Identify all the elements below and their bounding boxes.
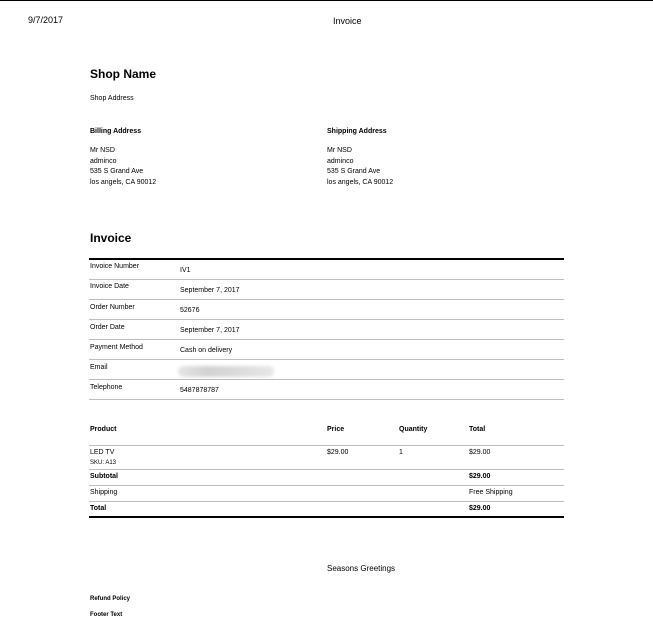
shipping-address-block bbox=[327, 146, 393, 188]
invoice-number-label: Invoice Number bbox=[90, 263, 140, 270]
subtotal-value: $29.00 bbox=[469, 473, 491, 480]
shipping-street: 535 S Grand Ave bbox=[327, 168, 381, 175]
billing-address-heading: Billing Address bbox=[90, 128, 142, 135]
shipping-label: Shipping bbox=[90, 489, 118, 496]
row-divider bbox=[89, 339, 564, 340]
invoice-date-value: September 7, 2017 bbox=[180, 287, 240, 294]
total-value: $29.00 bbox=[469, 505, 491, 512]
row-divider bbox=[89, 445, 564, 446]
price-column-header: Price bbox=[327, 426, 345, 433]
product-total: $29.00 bbox=[469, 449, 491, 456]
telephone-label: Telephone bbox=[90, 384, 123, 391]
invoice-table-top-rule bbox=[89, 258, 564, 260]
row-divider bbox=[89, 299, 564, 300]
total-label: Total bbox=[90, 505, 107, 512]
row-divider bbox=[89, 399, 564, 400]
product-quantity: 1 bbox=[399, 449, 403, 456]
seasons-greeting: Seasons Greetings bbox=[327, 564, 396, 573]
product-sku: SKU: A13 bbox=[90, 460, 117, 466]
product-column-header: Product bbox=[90, 426, 117, 433]
order-date-label: Order Date bbox=[90, 324, 125, 331]
payment-method-label: Payment Method bbox=[90, 344, 143, 351]
product-price: $29.00 bbox=[327, 449, 349, 456]
shop-name: Shop Name bbox=[90, 67, 157, 81]
row-divider bbox=[89, 485, 564, 486]
row-divider bbox=[89, 469, 564, 470]
billing-address-block bbox=[90, 146, 156, 188]
footer-text: Footer Text bbox=[90, 612, 123, 618]
refund-policy: Refund Policy bbox=[90, 596, 131, 602]
row-divider bbox=[89, 501, 564, 502]
quantity-column-header: Quantity bbox=[399, 426, 428, 433]
shipping-city: los angels, CA 90012 bbox=[327, 178, 394, 186]
telephone-value: 5487878787 bbox=[180, 387, 219, 394]
print-date: 9/7/2017 bbox=[28, 15, 64, 25]
invoice-date-label: Invoice Date bbox=[90, 283, 129, 290]
product-name: LED TV bbox=[90, 449, 115, 456]
shipping-address-heading: Shipping Address bbox=[327, 128, 387, 135]
invoice-heading: Invoice bbox=[90, 231, 132, 245]
billing-company: adminco bbox=[90, 157, 117, 165]
page-title: Invoice bbox=[333, 16, 362, 26]
products-table-bottom-rule bbox=[89, 516, 564, 518]
order-number-value: 52676 bbox=[180, 307, 200, 314]
order-number-label: Order Number bbox=[90, 304, 135, 311]
row-divider bbox=[89, 359, 564, 360]
shipping-company: adminco bbox=[327, 157, 354, 165]
total-column-header: Total bbox=[469, 426, 486, 433]
billing-street: 535 S Grand Ave bbox=[90, 168, 144, 175]
order-date-value: September 7, 2017 bbox=[180, 327, 240, 334]
row-divider bbox=[89, 319, 564, 320]
payment-method-value: Cash on delivery bbox=[180, 347, 233, 354]
billing-city: los angels, CA 90012 bbox=[90, 178, 157, 186]
row-divider bbox=[89, 379, 564, 380]
shipping-name: Mr NSD bbox=[327, 147, 352, 154]
invoice-number-value: IV1 bbox=[180, 267, 191, 274]
email-value-redacted bbox=[178, 366, 274, 377]
shipping-value: Free Shipping bbox=[469, 489, 513, 496]
shop-address: Shop Address bbox=[90, 95, 134, 102]
billing-name: Mr NSD bbox=[90, 147, 115, 154]
subtotal-label: Subtotal bbox=[90, 473, 118, 480]
row-divider bbox=[89, 279, 564, 280]
email-label: Email bbox=[90, 364, 108, 371]
